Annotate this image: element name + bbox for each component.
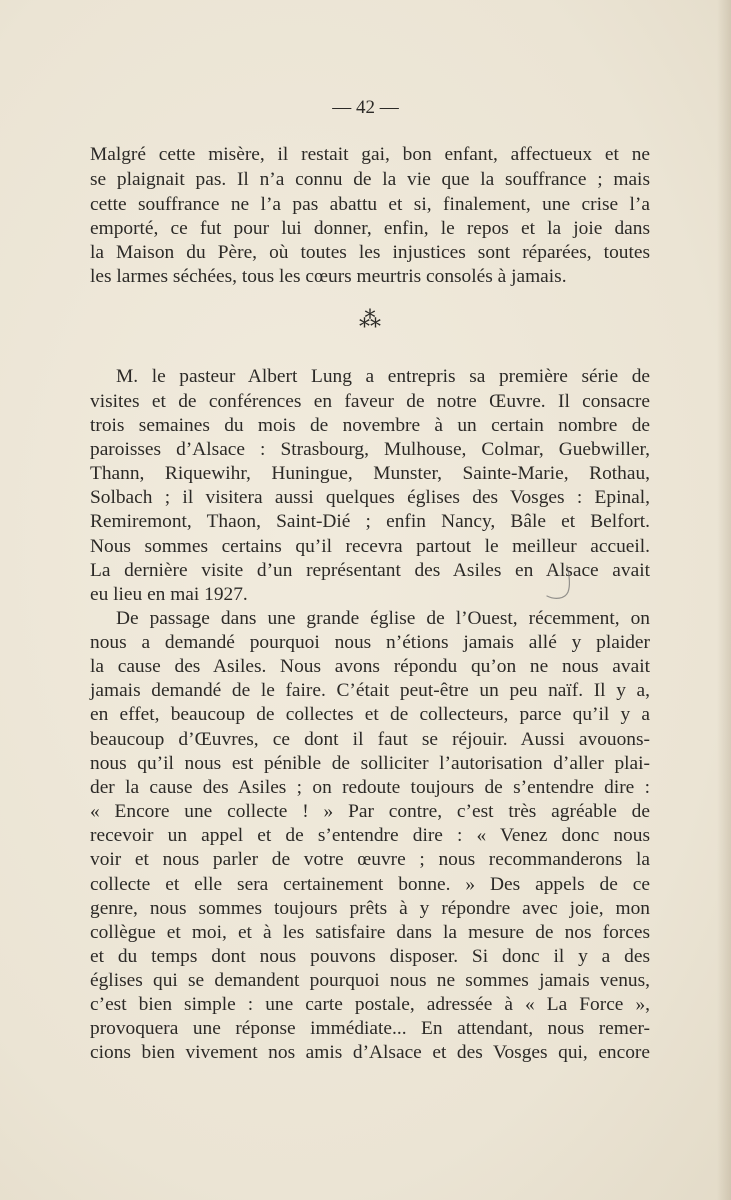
paragraph-3-line: c’est bien simple : une carte postale, adressée à « La Force », (90, 994, 650, 1015)
paragraph-3-line: voir et nous parler de votre œuvre ; nous recommanderons la (90, 849, 650, 870)
paragraph-3-line: cions bien vivement nos amis d’Alsace et des Vosges qui, encore (90, 1042, 650, 1063)
paragraph-2-line: Solbach ; il visitera aussi quelques églises des Vosges : Epinal, (90, 487, 650, 508)
paragraph-3-line: provoquera une réponse immédiate... En attendant, nous remer- (90, 1018, 650, 1039)
paragraph-1-line: Malgré cette misère, il restait gai, bon enfant, affectueux et ne (90, 144, 650, 165)
paragraph-3-line: « Encore une collecte ! » Par contre, c’est très agréable de (90, 801, 650, 822)
paragraph-3-line: églises qui se demandent pourquoi nous ne sommes jamais venus, (90, 970, 650, 991)
paragraph-1-line: cette souffrance ne l’a pas abattu et si, finalement, une crise l’a (90, 194, 650, 215)
paragraph-2-line: M. le pasteur Albert Lung a entrepris sa première série de (116, 366, 650, 387)
paragraph-2-line: La dernière visite d’un représentant des Asiles en Alsace avait (90, 560, 650, 581)
paragraph-3-line: De passage dans une grande église de l’Ouest, récemment, on (116, 608, 650, 629)
paragraph-1-line: la Maison du Père, où toutes les injustices sont réparées, toutes (90, 242, 650, 263)
paragraph-3-line: nous qu’il nous est pénible de solliciter l’autorisation d’aller plai- (90, 753, 650, 774)
paragraph-3-line: collègue et moi, et à les satisfaire dans la mesure de nos forces (90, 922, 650, 943)
paragraph-3-line: der la cause des Asiles ; on redoute toujours de s’entendre dire : (90, 777, 650, 798)
paragraph-2-line: Thann, Riquewihr, Huningue, Munster, Sainte-Marie, Rothau, (90, 463, 650, 484)
paragraph-3-line: et du temps dont nous pouvons disposer. Si donc il y a des (90, 946, 650, 967)
page-edge-shadow (717, 0, 731, 1200)
paragraph-1-line: emporté, ce fut pour lui donner, enfin, le repos et la joie dans (90, 218, 650, 239)
paragraph-3-line: jamais demandé de le faire. C’était peut-être un peu naïf. Il y a, (90, 680, 650, 701)
paragraph-2-line: eu lieu en mai 1927. (90, 584, 248, 605)
separator-glyph: ⁂ (359, 307, 381, 332)
page-number: — 42 — (332, 97, 399, 118)
paragraph-3-line: nous a demandé pourquoi nous n’étions jamais allé y plaider (90, 632, 650, 653)
paragraph-3-line: en effet, beaucoup de collectes et de collecteurs, parce qu’il y a (90, 704, 650, 725)
paragraph-3-line: genre, nous sommes toujours prêts à y répondre avec joie, mon (90, 898, 650, 919)
section-separator (350, 306, 390, 334)
paragraph-1-line: les larmes séchées, tous les cœurs meurtris consolés à jamais. (90, 266, 567, 287)
paragraph-1-line: se plaignait pas. Il n’a connu de la vie que la souffrance ; mais (90, 169, 650, 190)
paragraph-2-line: trois semaines du mois de novembre à un certain nombre de (90, 415, 650, 436)
pencil-mark (541, 562, 575, 602)
paragraph-2-line: paroisses d’Alsace : Strasbourg, Mulhouse, Colmar, Guebwiller, (90, 439, 650, 460)
paragraph-3-line: beaucoup d’Œuvres, ce dont il faut se réjouir. Aussi avouons- (90, 729, 650, 750)
paragraph-2-line: Nous sommes certains qu’il recevra partout le meilleur accueil. (90, 536, 650, 557)
paragraph-2-line: Remiremont, Thaon, Saint-Dié ; enfin Nancy, Bâle et Belfort. (90, 511, 650, 532)
paragraph-3-line: la cause des Asiles. Nous avons répondu qu’on ne nous avait (90, 656, 650, 677)
paragraph-3-line: recevoir un appel et de s’entendre dire : « Venez donc nous (90, 825, 650, 846)
paragraph-3-line: collecte et elle sera certainement bonne. » Des appels de ce (90, 874, 650, 895)
paragraph-2-line: visites et de conférences en faveur de notre Œuvre. Il consacre (90, 391, 650, 412)
